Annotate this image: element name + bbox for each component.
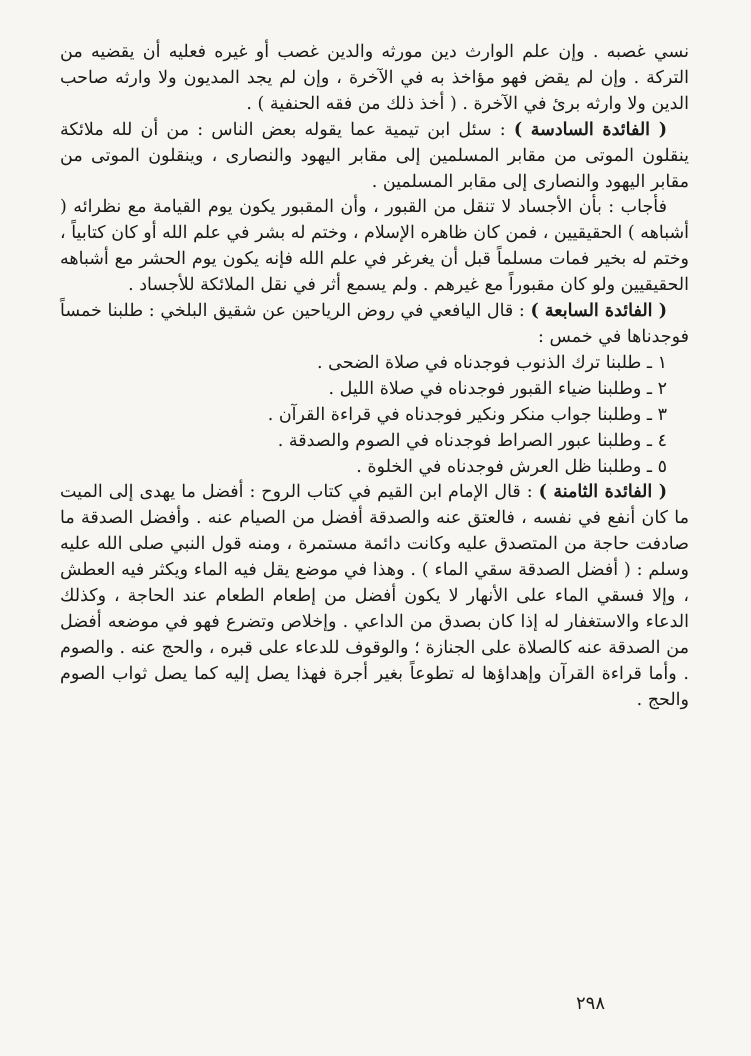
list-item: ٢ ـ وطلبنا ضياء القبور فوجدناه في صلاة الليل . (328, 378, 667, 399)
section-6-heading: ( الفائدة السادسة ) (513, 119, 667, 140)
answer-paragraph: فأجاب : بأن الأجساد لا تنقل من القبور ، وأن المقبور يكون يوم القيامة مع نظرائه ( أشباهه ) الحقيقيين ، فمن كان ظاهره الإسلام ، وختم له بشر في علم الله أو كان كتابياً ، وختم له بخير فمات مسلماً قبل أن يغرغر في علم الله فإنه يكون يوم الحشر مع أشباهه الحقيقيين ولو كان مقبوراً مع غيرهم . ولم يسمع أثر في نقل الملائكة للأجساد . (60, 197, 689, 296)
body-text (60, 40, 689, 714)
section-8-heading: ( الفائدة الثامنة ) (538, 482, 667, 503)
section-7-text: : قال اليافعي في روض الرياحين عن شقيق البلخي : طلبنا خمساً فوجدناها في خمس : (60, 301, 689, 347)
section-7 (60, 299, 689, 351)
list-item: ٤ ـ وطلبنا عبور الصراط فوجدناه في الصوم والصدقة . (277, 430, 667, 451)
section-8-text: : قال الإمام ابن القيم في كتاب الروح : أفضل ما يهدى إلى الميت ما كان أنفع في نفسه ، فالعتق عنه والصدقة أفضل من الصيام عنه . وأفضل الصدقة ما صادفت حاجة من المتصدق عليه وكانت دائمة مستمرة ، ومنه قول النبي صلى الله عليه وسلم : ( أفضل الصدقة سقي الماء ) . وهذا في موضع يقل فيه الماء ويكثر فيه العطش ، وإلا فسقي الماء على الأنهار لا يكون أفضل من إطعام الطعام عند الحاجة ، وكذلك الدعاء والاستغفار له إذا كان بصدق من الداعي . وإخلاص وتضرع فهو في موضعه أفضل من الصدقة عنه كالصلاة على الجنازة ؛ والوقوف للدعاء على قبره ، والحج عنه . والصوم . وأما قراءة القرآن وإهداؤها له تطوعاً بغير أجرة فهذا يصل إليه كما يصل ثواب الصوم والحج . (60, 482, 689, 710)
section-7-heading: ( الفائدة السابعة ) (530, 301, 667, 322)
section-6 (60, 118, 689, 196)
numbered-list (60, 351, 689, 481)
paragraph-1: نسي غصبه . وإن علم الوارث دين مورثه والدين غصب أو غيره فعليه أن يقضيه من التركة . وإن لم يقض فهو مؤاخذ به في الآخرة ، وإن لم يجد المديون ولا وارثه صاحب الدين ولا وارثه برئ في الآخرة . ( أخذ ذلك من فقه الحنفية ) . (60, 42, 689, 114)
list-item: ٣ ـ وطلبنا جواب منكر ونكير فوجدناه في قراءة القرآن . (267, 404, 667, 425)
list-item: ١ ـ طلبنا ترك الذنوب فوجدناه في صلاة الضحى . (317, 352, 667, 373)
page-number: ٢٩٨ (576, 993, 606, 1014)
list-item: ٥ ـ وطلبنا ظل العرش فوجدناه في الخلوة . (356, 456, 667, 477)
section-6-text: : سئل ابن تيمية عما يقوله بعض الناس : من أن لله ملائكة ينقلون الموتى من مقابر المسلمين إلى مقابر اليهود والنصارى ، وينقلون الموتى من مقابر اليهود والنصارى إلى مقابر المسلمين . (60, 119, 689, 192)
section-8 (60, 480, 689, 713)
